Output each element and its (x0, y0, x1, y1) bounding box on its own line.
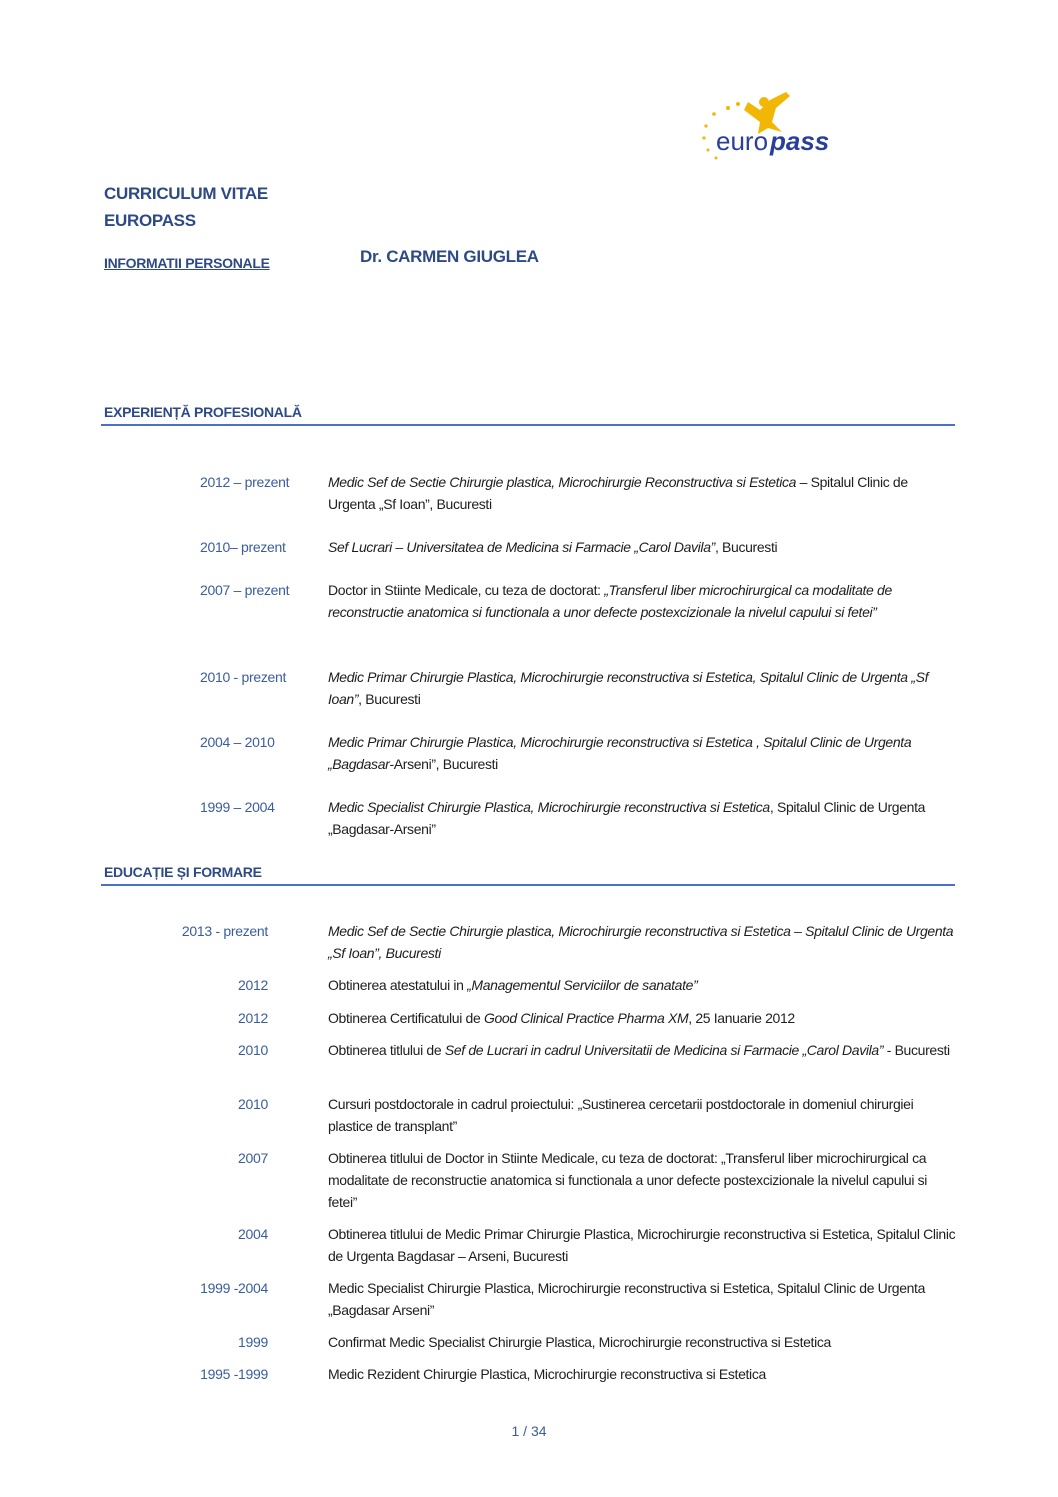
experience-entry-date: 2010– prezent (200, 539, 286, 555)
education-entry-description (328, 1147, 956, 1213)
description-text: Obtinerea titlului de Doctor in Stiinte Medicale, cu teza de doctorat: „Transferul liber microchirurgical ca modalitate de reconstructie anatomica si functionala a unor defecte postexcizionale la nivelul capului si fetei” (328, 1150, 928, 1210)
experience-entry-description (328, 796, 956, 840)
experience-entry-date: 2004 – 2010 (200, 734, 275, 750)
experience-entry-date: 2007 – prezent (200, 582, 290, 598)
description-text: , 25 Ianuarie 2012 (688, 1010, 795, 1026)
education-divider (101, 884, 955, 886)
description-text: Medic Sef de Sectie Chirurgie plastica, Microchirurgie reconstructiva si Estetica – Spitalul Clinic de Urgenta „Sf Ioan”, Bucuresti (328, 923, 954, 961)
experience-entry-date: 2010 - prezent (200, 669, 287, 685)
experience-entry-date: 1999 – 2004 (200, 799, 275, 815)
education-entry-date: 2010 (238, 1096, 268, 1112)
education-entry-date: 1995 -1999 (200, 1366, 268, 1382)
description-text: , Bucuresti (714, 539, 778, 555)
description-text: Confirmat Medic Specialist Chirurgie Plastica, Microchirurgie reconstructiva si Estetica (328, 1334, 831, 1350)
education-entry-description (328, 1331, 956, 1353)
description-text: -Arseni”, Bucuresti (389, 756, 498, 772)
description-text: , Spitalul Clinic de Urgenta „Bagdasar-Arseni” (328, 799, 926, 837)
description-text: Medic Specialist Chirurgie Plastica, Microchirurgie reconstructiva si Estetica (328, 799, 770, 815)
document-title (104, 180, 268, 234)
description-text: Medic Specialist Chirurgie Plastica, Microchirurgie reconstructiva si Estetica, Spitalul Clinic de Urgenta „Bagdasar Arseni” (328, 1280, 926, 1318)
description-text: Doctor in Stiinte Medicale, cu teza de doctorat: (328, 582, 605, 598)
description-text: Sef Lucrari – Universitatea de Medicina si Farmacie „Carol Davila” (328, 539, 715, 555)
description-text: „Managementul Serviciilor de sanatate” (467, 977, 698, 993)
experience-entry-description (328, 471, 956, 515)
education-entry-description (328, 974, 956, 996)
education-entry-date: 2007 (238, 1150, 268, 1166)
description-text: Cursuri postdoctorale in cadrul proiectului: „Sustinerea cercetarii postdoctorale in domeniul chirurgiei plastice de transplant” (328, 1096, 914, 1134)
description-text: Obtinerea Certificatului de (328, 1010, 484, 1026)
description-text: Medic Sef de Sectie Chirurgie plastica, Microchirurgie Reconstructiva si Estetica (328, 474, 797, 490)
page-number: 1 / 34 (511, 1423, 547, 1439)
education-entry-description (328, 1277, 956, 1321)
person-name: Dr. CARMEN GIUGLEA (360, 247, 539, 266)
description-text: Obtinerea titlului de (328, 1042, 445, 1058)
experience-entry-description (328, 666, 956, 710)
svg-text:pass: pass (770, 126, 830, 156)
education-entry-date: 1999 -2004 (200, 1280, 268, 1296)
description-text: – Spitalul Clinic de Urgenta „Sf Ioan”, Bucuresti (328, 474, 908, 512)
education-entry-date: 2013 - prezent (181, 923, 268, 939)
education-entry-description (328, 1093, 956, 1137)
education-entry-date: 2010 (238, 1042, 268, 1058)
experience-entry-description (328, 579, 956, 623)
description-text: Medic Primar Chirurgie Plastica, Microchirurgie reconstructiva si Estetica, Spitalul Clinic de Urgenta „Sf Ioan” (328, 669, 929, 707)
europass-logo (698, 88, 838, 163)
education-heading: EDUCAȚIE ȘI FORMARE (104, 864, 262, 880)
experience-divider (101, 424, 955, 426)
personal-info-heading: INFORMATII PERSONALE (104, 255, 270, 271)
education-entry-description (328, 1223, 956, 1267)
education-entry-description (328, 1039, 956, 1061)
description-text: Obtinerea atestatului in (328, 977, 468, 993)
title-line-2: EUROPASS (104, 211, 196, 230)
experience-entry-description (328, 536, 956, 558)
description-text: Good Clinical Practice Pharma XM (483, 1010, 689, 1026)
description-text: Obtinerea titlului de Medic Primar Chirurgie Plastica, Microchirurgie reconstructiva si Estetica, Spitalul Clinic de Urgenta Bagdasar – Arseni, Bucuresti (328, 1226, 956, 1264)
experience-entry-date: 2012 – prezent (200, 474, 290, 490)
description-text: Medic Rezident Chirurgie Plastica, Microchirurgie reconstructiva si Estetica (328, 1366, 766, 1382)
description-text: Sef de Lucrari in cadrul Universitatii de Medicina si Farmacie „Carol Davila” (444, 1042, 884, 1058)
title-line-1: CURRICULUM VITAE (104, 184, 268, 203)
education-entry-description (328, 1007, 956, 1029)
education-entry-date: 2012 (238, 1010, 268, 1026)
description-text: „Transferul liber microchirurgical ca modalitate de reconstructie anatomica si functionala a unor defecte postexcizionale la nivelul capului si fetei” (328, 582, 892, 620)
education-entry-date: 2004 (238, 1226, 268, 1242)
education-entry-description (328, 920, 956, 964)
svg-text:euro: euro (716, 126, 769, 156)
description-text: Medic Primar Chirurgie Plastica, Microchirurgie reconstructiva si Estetica , Spitalul Clinic de Urgenta „Bagdasar (328, 734, 912, 772)
education-entry-date: 2012 (238, 977, 268, 993)
experience-entry-description (328, 731, 956, 775)
education-entry-description (328, 1363, 956, 1385)
experience-heading: EXPERIENȚĂ PROFESIONALĂ (104, 404, 302, 420)
description-text: , Bucuresti (358, 691, 421, 707)
education-entry-date: 1999 (238, 1334, 268, 1350)
description-text: - Bucuresti (883, 1042, 950, 1058)
